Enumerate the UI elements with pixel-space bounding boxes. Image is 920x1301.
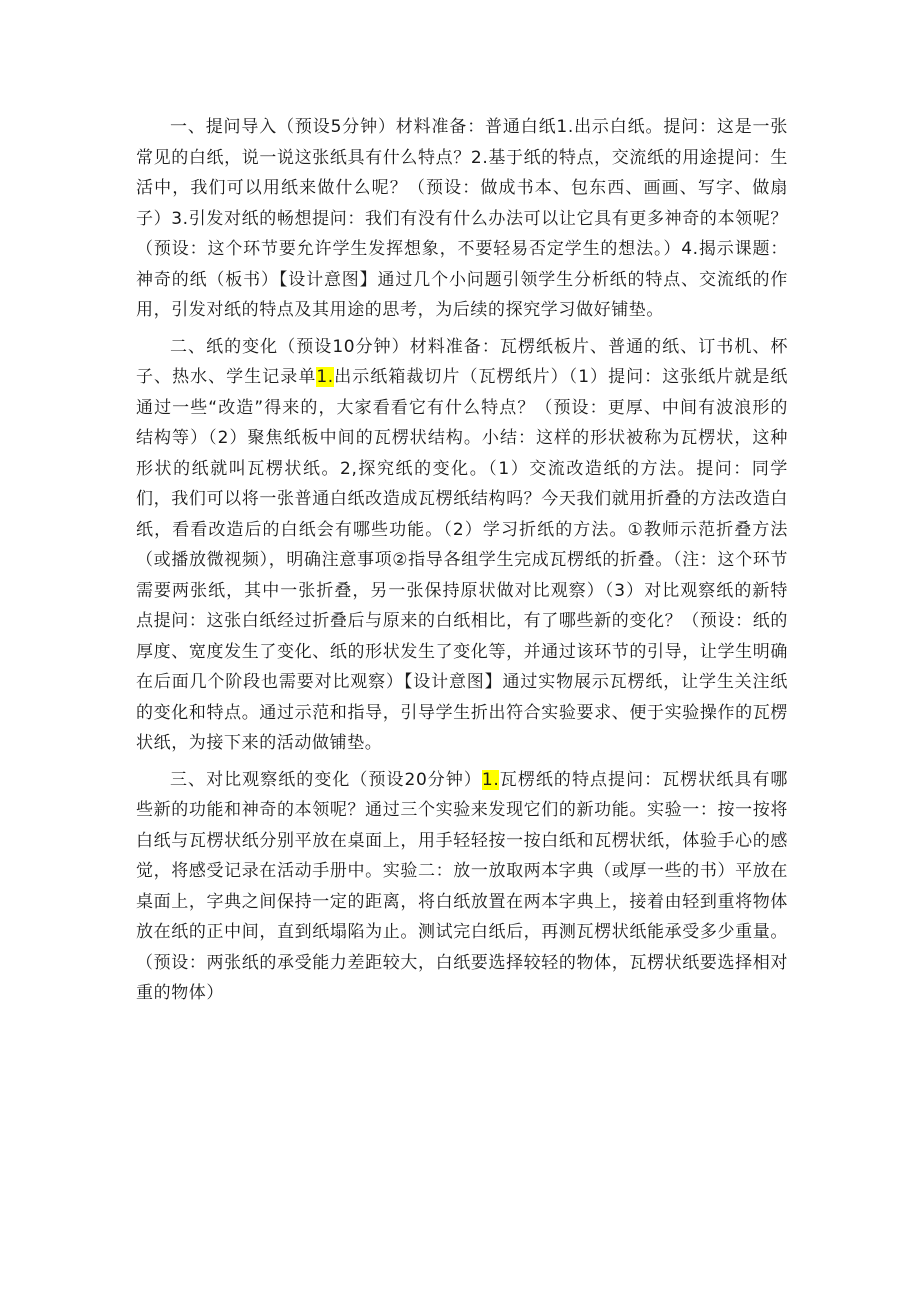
highlighted-step-number: 1. [316,367,334,387]
paragraph-compare-observe-body: 瓦楞纸的特点提问：瓦楞状纸具有哪些新的功能和神奇的本领呢？通过三个实验来发现它们的新功能。实验一：按一按将白纸与瓦楞状纸分别平放在桌面上，用手轻轻按一按白纸和瓦楞状纸，体验手心的感觉，将感受记录在活动手册中。实验二：放一放取两本字典（或厚一些的书）平放在桌面上，字典之间保持一定的距离，将白纸放置在两本字典上，接着由轻到重将物体放在纸的正中间，直到纸塌陷为止。测试完白纸后，再测瓦楞状纸能承受多少重量。（预设：两张纸的承受能力差距较大，白纸要选择较轻的物体，瓦楞状纸要选择相对重的物体） [136,769,788,1003]
paragraph-introduction: 一、提问导入（预设5分钟）材料准备：普通白纸1.出示白纸。提问：这是一张常见的白纸，说一说这张纸具有什么特点？2.基于纸的特点，交流纸的用途提问：生活中，我们可以用纸来做什么呢？（预设：做成书本、包东西、画画、写字、做扇子）3.引发对纸的畅想提问：我们有没有什么办法可以让它具有更多神奇的本领呢？（预设：这个环节要允许学生发挥想象，不要轻易否定学生的想法。）4.揭示课题：神奇的纸（板书）【设计意图】通过几个小问题引领学生分析纸的特点、交流纸的作用，引发对纸的特点及其用途的思考，为后续的探究学习做好铺垫。 [136,117,788,320]
paragraph-compare-observe-lead: 三、对比观察纸的变化（预设20分钟） [170,769,482,790]
paragraph-compare-observe [136,765,788,1009]
paragraph-paper-change-body: 出示纸箱裁切片（瓦楞纸片）（1）提问：这张纸片就是纸通过一些“改造”得来的，大家看看它有什么特点？（预设：更厚、中间有波浪形的结构等）（2）聚焦纸板中间的瓦楞状结构。小结：这样的形状被称为瓦楞状，这种形状的纸就叫瓦楞状纸。2,探究纸的变化。（1）交流改造纸的方法。提问：同学们，我们可以将一张普通白纸改造成瓦楞纸结构吗？今天我们就用折叠的方法改造白纸，看看改造后的白纸会有哪些功能。（2）学习折纸的方法。①教师示范折叠方法（或播放微视频），明确注意事项②指导各组学生完成瓦楞纸的折叠。（注：这个环节需要两张纸，其中一张折叠，另一张保持原状做对比观察）（3）对比观察纸的新特点提问：这张白纸经过折叠后与原来的白纸相比，有了哪些新的变化？（预设：纸的厚度、宽度发生了变化、纸的形状发生了变化等，并通过该环节的引导，让学生明确在后面几个阶段也需要对比观察）【设计意图】通过实物展示瓦楞纸，让学生关注纸的变化和特点。通过示范和指导，引导学生折出符合实验要求、便于实验操作的瓦楞状纸，为接下来的活动做铺垫。 [136,367,789,753]
document-body [136,112,788,1015]
paragraph-paper-change [136,332,788,759]
paragraph-paper-change-lead: 二、纸的变化（预设10分钟）材料准备：瓦楞纸板片、普通的纸、订书机、杯子、热水、学生记录单 [136,336,788,387]
highlighted-step-number: 1. [481,769,500,790]
